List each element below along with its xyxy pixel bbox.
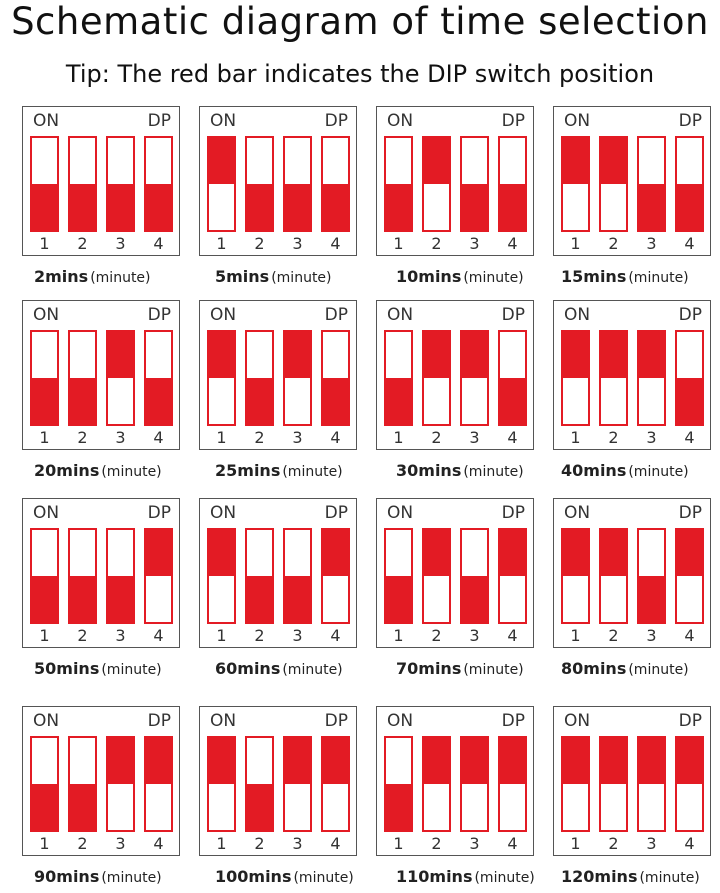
switch-red-bar bbox=[500, 184, 525, 230]
switch-red-bar bbox=[247, 184, 272, 230]
dip-switch-3 bbox=[106, 330, 135, 426]
switch-number-3: 3 bbox=[115, 428, 126, 447]
switch-number-4: 4 bbox=[330, 834, 341, 853]
switch-number-2: 2 bbox=[431, 428, 442, 447]
time-value: 20mins bbox=[34, 461, 100, 480]
dip-switch-1 bbox=[30, 528, 59, 624]
dp-label: DP bbox=[324, 305, 348, 325]
dip-switch-1 bbox=[384, 136, 413, 232]
switch-number-2: 2 bbox=[431, 234, 442, 253]
switch-red-bar bbox=[462, 576, 487, 622]
dip-switch-1 bbox=[30, 736, 59, 832]
switch-number-2: 2 bbox=[77, 234, 88, 253]
dip-switch-1 bbox=[207, 528, 236, 624]
time-value: 15mins bbox=[561, 267, 627, 286]
switch-number-2: 2 bbox=[254, 234, 265, 253]
switch-red-bar bbox=[462, 332, 487, 378]
switch-red-bar bbox=[108, 738, 133, 784]
time-value: 120mins bbox=[561, 867, 638, 886]
dip-switch-3 bbox=[637, 136, 666, 232]
dip-switch-1 bbox=[561, 330, 590, 426]
switch-red-bar bbox=[424, 138, 449, 184]
tip-text: Tip: The red bar indicates the DIP switch position bbox=[65, 60, 655, 88]
dip-switch-4 bbox=[675, 528, 704, 624]
time-caption bbox=[396, 461, 586, 480]
switch-red-bar bbox=[209, 530, 234, 576]
dip-switch-box bbox=[553, 106, 711, 256]
switch-number-4: 4 bbox=[153, 626, 164, 645]
dip-switch-3 bbox=[460, 136, 489, 232]
switch-red-bar bbox=[209, 738, 234, 784]
switch-number-4: 4 bbox=[153, 428, 164, 447]
switch-number-3: 3 bbox=[292, 626, 303, 645]
dip-switch-2 bbox=[68, 136, 97, 232]
switch-red-bar bbox=[386, 184, 411, 230]
on-label: ON bbox=[564, 305, 591, 325]
dip-switch-4 bbox=[144, 736, 173, 832]
switch-red-bar bbox=[677, 738, 702, 784]
on-label: ON bbox=[210, 503, 237, 523]
time-caption bbox=[215, 267, 405, 286]
time-unit: (minute) bbox=[282, 464, 343, 480]
time-unit: (minute) bbox=[101, 870, 162, 886]
dip-switch-4 bbox=[675, 136, 704, 232]
switch-number-1: 1 bbox=[393, 834, 404, 853]
dip-switch-1 bbox=[561, 528, 590, 624]
switch-red-bar bbox=[285, 332, 310, 378]
time-unit: (minute) bbox=[474, 870, 535, 886]
dip-switch-1 bbox=[30, 330, 59, 426]
on-label: ON bbox=[564, 711, 591, 731]
switch-number-2: 2 bbox=[431, 626, 442, 645]
dp-label: DP bbox=[324, 111, 348, 131]
switch-number-3: 3 bbox=[646, 428, 657, 447]
dip-switch-4 bbox=[321, 528, 350, 624]
time-unit: (minute) bbox=[628, 270, 689, 286]
dip-switch-2 bbox=[68, 736, 97, 832]
dip-switch-4 bbox=[321, 330, 350, 426]
switch-red-bar bbox=[323, 184, 348, 230]
time-value: 10mins bbox=[396, 267, 462, 286]
switch-red-bar bbox=[500, 530, 525, 576]
switch-red-bar bbox=[146, 530, 171, 576]
time-value: 110mins bbox=[396, 867, 473, 886]
dip-switch-2 bbox=[68, 330, 97, 426]
switch-number-1: 1 bbox=[39, 834, 50, 853]
on-label: ON bbox=[564, 503, 591, 523]
dip-switch-3 bbox=[106, 528, 135, 624]
switch-red-bar bbox=[32, 576, 57, 622]
dip-switch-2 bbox=[245, 136, 274, 232]
switch-number-4: 4 bbox=[330, 428, 341, 447]
switch-number-3: 3 bbox=[469, 626, 480, 645]
dip-switch-4 bbox=[321, 736, 350, 832]
dp-label: DP bbox=[324, 711, 348, 731]
switch-number-1: 1 bbox=[570, 834, 581, 853]
switch-red-bar bbox=[677, 184, 702, 230]
switch-number-3: 3 bbox=[292, 234, 303, 253]
dp-label: DP bbox=[324, 503, 348, 523]
dp-label: DP bbox=[501, 711, 525, 731]
switch-number-3: 3 bbox=[115, 834, 126, 853]
switch-red-bar bbox=[677, 378, 702, 424]
switch-red-bar bbox=[70, 784, 95, 830]
switch-number-3: 3 bbox=[469, 834, 480, 853]
switch-number-4: 4 bbox=[507, 626, 518, 645]
switch-number-4: 4 bbox=[153, 234, 164, 253]
dp-label: DP bbox=[147, 503, 171, 523]
dip-switch-3 bbox=[283, 736, 312, 832]
switch-red-bar bbox=[639, 576, 664, 622]
switch-number-2: 2 bbox=[254, 834, 265, 853]
switch-number-3: 3 bbox=[115, 626, 126, 645]
dip-switch-2 bbox=[245, 528, 274, 624]
dip-switch-3 bbox=[460, 528, 489, 624]
switch-number-1: 1 bbox=[393, 428, 404, 447]
dip-switch-2 bbox=[422, 528, 451, 624]
switch-number-3: 3 bbox=[292, 834, 303, 853]
dip-switch-2 bbox=[599, 736, 628, 832]
dip-switch-box bbox=[376, 106, 534, 256]
switch-number-4: 4 bbox=[507, 428, 518, 447]
time-caption bbox=[396, 867, 586, 886]
switch-red-bar bbox=[247, 378, 272, 424]
switch-number-4: 4 bbox=[507, 834, 518, 853]
dp-label: DP bbox=[678, 305, 702, 325]
switch-number-1: 1 bbox=[393, 234, 404, 253]
switch-number-3: 3 bbox=[469, 428, 480, 447]
dp-label: DP bbox=[678, 711, 702, 731]
dip-switch-box bbox=[553, 498, 711, 648]
switch-red-bar bbox=[386, 784, 411, 830]
switch-red-bar bbox=[247, 784, 272, 830]
dip-switch-1 bbox=[207, 736, 236, 832]
switch-red-bar bbox=[70, 184, 95, 230]
switch-number-2: 2 bbox=[77, 626, 88, 645]
dip-switch-3 bbox=[106, 736, 135, 832]
on-label: ON bbox=[210, 111, 237, 131]
on-label: ON bbox=[33, 305, 60, 325]
switch-red-bar bbox=[209, 138, 234, 184]
switch-number-2: 2 bbox=[608, 626, 619, 645]
time-caption bbox=[215, 659, 405, 678]
dip-switch-box bbox=[199, 706, 357, 856]
time-caption bbox=[561, 659, 720, 678]
switch-red-bar bbox=[108, 184, 133, 230]
time-unit: (minute) bbox=[639, 870, 700, 886]
time-value: 5mins bbox=[215, 267, 270, 286]
dip-switch-2 bbox=[68, 528, 97, 624]
dip-switch-4 bbox=[498, 136, 527, 232]
page-title: Schematic diagram of time selection bbox=[11, 0, 709, 43]
dip-switch-2 bbox=[422, 330, 451, 426]
dip-switch-4 bbox=[321, 136, 350, 232]
dip-switch-3 bbox=[637, 528, 666, 624]
time-unit: (minute) bbox=[628, 464, 689, 480]
switch-red-bar bbox=[285, 184, 310, 230]
switch-number-1: 1 bbox=[216, 428, 227, 447]
switch-number-1: 1 bbox=[39, 234, 50, 253]
switch-red-bar bbox=[677, 530, 702, 576]
switch-number-3: 3 bbox=[646, 626, 657, 645]
switch-red-bar bbox=[323, 738, 348, 784]
dp-label: DP bbox=[147, 111, 171, 131]
on-label: ON bbox=[387, 503, 414, 523]
dip-switch-4 bbox=[144, 136, 173, 232]
switch-number-3: 3 bbox=[469, 234, 480, 253]
switch-number-1: 1 bbox=[39, 428, 50, 447]
switch-red-bar bbox=[70, 378, 95, 424]
switch-red-bar bbox=[32, 184, 57, 230]
switch-red-bar bbox=[146, 738, 171, 784]
dip-switch-2 bbox=[245, 736, 274, 832]
dip-switch-box bbox=[199, 498, 357, 648]
switch-number-1: 1 bbox=[570, 428, 581, 447]
dip-switch-2 bbox=[245, 330, 274, 426]
dip-switch-1 bbox=[561, 736, 590, 832]
time-value: 40mins bbox=[561, 461, 627, 480]
dip-switch-2 bbox=[599, 330, 628, 426]
switch-number-4: 4 bbox=[684, 234, 695, 253]
switch-number-1: 1 bbox=[39, 626, 50, 645]
switch-number-4: 4 bbox=[507, 234, 518, 253]
time-value: 80mins bbox=[561, 659, 627, 678]
switch-number-1: 1 bbox=[216, 626, 227, 645]
switch-red-bar bbox=[563, 530, 588, 576]
time-caption bbox=[34, 659, 224, 678]
on-label: ON bbox=[33, 711, 60, 731]
switch-number-2: 2 bbox=[608, 834, 619, 853]
dip-switch-3 bbox=[637, 736, 666, 832]
time-value: 90mins bbox=[34, 867, 100, 886]
dip-switch-box bbox=[553, 706, 711, 856]
dip-switch-4 bbox=[498, 330, 527, 426]
time-value: 25mins bbox=[215, 461, 281, 480]
dip-switch-4 bbox=[144, 330, 173, 426]
switch-number-1: 1 bbox=[216, 234, 227, 253]
on-label: ON bbox=[33, 503, 60, 523]
switch-red-bar bbox=[70, 576, 95, 622]
switch-number-1: 1 bbox=[216, 834, 227, 853]
switch-red-bar bbox=[563, 332, 588, 378]
switch-red-bar bbox=[462, 184, 487, 230]
switch-red-bar bbox=[563, 738, 588, 784]
time-value: 2mins bbox=[34, 267, 89, 286]
time-value: 50mins bbox=[34, 659, 100, 678]
dip-switch-box bbox=[22, 706, 180, 856]
switch-red-bar bbox=[108, 576, 133, 622]
dip-switch-box bbox=[199, 106, 357, 256]
dp-label: DP bbox=[501, 305, 525, 325]
switch-number-3: 3 bbox=[646, 834, 657, 853]
time-unit: (minute) bbox=[271, 270, 332, 286]
time-caption bbox=[561, 267, 720, 286]
switch-number-1: 1 bbox=[393, 626, 404, 645]
dp-label: DP bbox=[147, 305, 171, 325]
dip-switch-4 bbox=[675, 330, 704, 426]
switch-red-bar bbox=[285, 576, 310, 622]
switch-number-4: 4 bbox=[684, 626, 695, 645]
switch-number-4: 4 bbox=[684, 834, 695, 853]
dip-switch-1 bbox=[207, 330, 236, 426]
switch-red-bar bbox=[601, 332, 626, 378]
dip-switch-box bbox=[22, 106, 180, 256]
switch-red-bar bbox=[639, 332, 664, 378]
switch-red-bar bbox=[563, 138, 588, 184]
switch-red-bar bbox=[386, 378, 411, 424]
dip-switch-box bbox=[376, 300, 534, 450]
on-label: ON bbox=[210, 711, 237, 731]
switch-red-bar bbox=[209, 332, 234, 378]
dip-switch-3 bbox=[460, 330, 489, 426]
on-label: ON bbox=[210, 305, 237, 325]
switch-red-bar bbox=[424, 530, 449, 576]
time-caption bbox=[215, 867, 405, 886]
switch-red-bar bbox=[639, 184, 664, 230]
dip-switch-2 bbox=[422, 736, 451, 832]
dip-switch-1 bbox=[384, 736, 413, 832]
switch-number-2: 2 bbox=[254, 428, 265, 447]
time-unit: (minute) bbox=[463, 464, 524, 480]
time-unit: (minute) bbox=[628, 662, 689, 678]
dip-switch-4 bbox=[498, 736, 527, 832]
switch-red-bar bbox=[424, 332, 449, 378]
time-unit: (minute) bbox=[293, 870, 354, 886]
switch-red-bar bbox=[146, 184, 171, 230]
switch-number-3: 3 bbox=[115, 234, 126, 253]
time-unit: (minute) bbox=[90, 270, 151, 286]
switch-red-bar bbox=[462, 738, 487, 784]
time-value: 100mins bbox=[215, 867, 292, 886]
dip-switch-1 bbox=[30, 136, 59, 232]
switch-red-bar bbox=[32, 378, 57, 424]
switch-red-bar bbox=[386, 576, 411, 622]
switch-red-bar bbox=[146, 378, 171, 424]
dip-switch-1 bbox=[207, 136, 236, 232]
switch-number-4: 4 bbox=[153, 834, 164, 853]
on-label: ON bbox=[387, 111, 414, 131]
switch-red-bar bbox=[285, 738, 310, 784]
time-value: 60mins bbox=[215, 659, 281, 678]
dp-label: DP bbox=[678, 503, 702, 523]
dp-label: DP bbox=[501, 503, 525, 523]
time-caption bbox=[34, 867, 224, 886]
on-label: ON bbox=[387, 305, 414, 325]
time-value: 30mins bbox=[396, 461, 462, 480]
time-value: 70mins bbox=[396, 659, 462, 678]
dip-switch-1 bbox=[384, 528, 413, 624]
switch-red-bar bbox=[323, 378, 348, 424]
switch-number-4: 4 bbox=[684, 428, 695, 447]
switch-red-bar bbox=[500, 738, 525, 784]
dip-switch-box bbox=[22, 498, 180, 648]
switch-number-2: 2 bbox=[608, 234, 619, 253]
time-unit: (minute) bbox=[282, 662, 343, 678]
time-caption bbox=[561, 461, 720, 480]
switch-number-1: 1 bbox=[570, 234, 581, 253]
dip-switch-3 bbox=[637, 330, 666, 426]
time-caption bbox=[34, 267, 224, 286]
time-caption bbox=[215, 461, 405, 480]
dip-switch-3 bbox=[283, 136, 312, 232]
switch-number-1: 1 bbox=[570, 626, 581, 645]
switch-red-bar bbox=[601, 738, 626, 784]
switch-red-bar bbox=[32, 784, 57, 830]
dip-switch-3 bbox=[106, 136, 135, 232]
dp-label: DP bbox=[147, 711, 171, 731]
time-caption bbox=[561, 867, 720, 886]
switch-number-2: 2 bbox=[77, 834, 88, 853]
dip-switch-box bbox=[376, 498, 534, 648]
dip-switch-3 bbox=[460, 736, 489, 832]
time-caption bbox=[396, 267, 586, 286]
dip-switch-1 bbox=[384, 330, 413, 426]
switch-number-2: 2 bbox=[254, 626, 265, 645]
time-unit: (minute) bbox=[101, 662, 162, 678]
time-unit: (minute) bbox=[463, 662, 524, 678]
switch-red-bar bbox=[424, 738, 449, 784]
switch-red-bar bbox=[108, 332, 133, 378]
dip-switch-box bbox=[199, 300, 357, 450]
switch-number-2: 2 bbox=[608, 428, 619, 447]
dip-switch-box bbox=[22, 300, 180, 450]
switch-number-3: 3 bbox=[646, 234, 657, 253]
dip-switch-4 bbox=[498, 528, 527, 624]
dip-switch-2 bbox=[599, 528, 628, 624]
dp-label: DP bbox=[501, 111, 525, 131]
switch-number-3: 3 bbox=[292, 428, 303, 447]
dip-switch-1 bbox=[561, 136, 590, 232]
dip-switch-3 bbox=[283, 330, 312, 426]
time-caption bbox=[34, 461, 224, 480]
switch-number-4: 4 bbox=[330, 234, 341, 253]
switch-red-bar bbox=[323, 530, 348, 576]
switch-number-2: 2 bbox=[77, 428, 88, 447]
on-label: ON bbox=[564, 111, 591, 131]
switch-red-bar bbox=[601, 138, 626, 184]
dip-switch-3 bbox=[283, 528, 312, 624]
time-unit: (minute) bbox=[463, 270, 524, 286]
time-unit: (minute) bbox=[101, 464, 162, 480]
dp-label: DP bbox=[678, 111, 702, 131]
switch-number-4: 4 bbox=[330, 626, 341, 645]
switch-red-bar bbox=[601, 530, 626, 576]
switch-red-bar bbox=[500, 378, 525, 424]
time-caption bbox=[396, 659, 586, 678]
dip-switch-2 bbox=[422, 136, 451, 232]
dip-switch-box bbox=[553, 300, 711, 450]
switch-red-bar bbox=[639, 738, 664, 784]
switch-number-2: 2 bbox=[431, 834, 442, 853]
dip-switch-4 bbox=[675, 736, 704, 832]
dip-switch-2 bbox=[599, 136, 628, 232]
dip-switch-4 bbox=[144, 528, 173, 624]
switch-red-bar bbox=[247, 576, 272, 622]
on-label: ON bbox=[387, 711, 414, 731]
dip-switch-box bbox=[376, 706, 534, 856]
on-label: ON bbox=[33, 111, 60, 131]
